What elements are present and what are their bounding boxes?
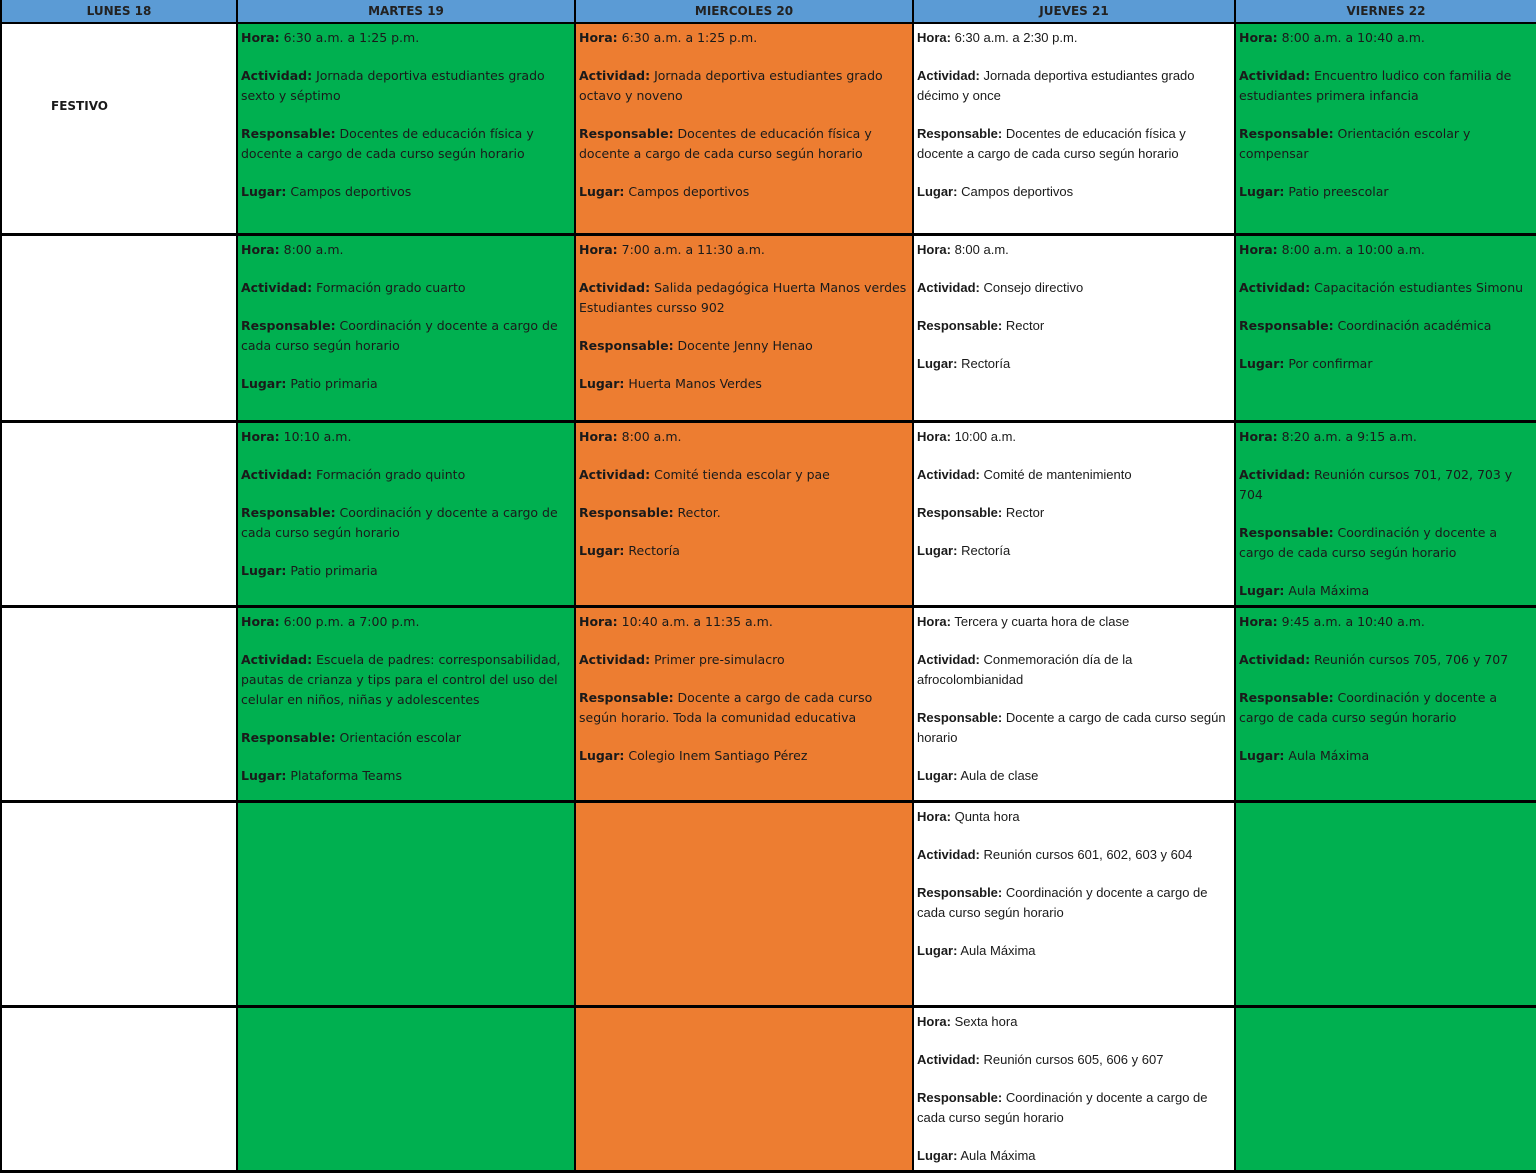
cell-martes — [237, 23, 575, 234]
cell-viernes — [1235, 801, 1536, 1006]
cell-miercoles — [575, 421, 913, 606]
day-header-miercoles: MIERCOLES 20 — [575, 0, 913, 23]
responsable-label: Responsable: — [579, 337, 674, 353]
actividad-value: Jornada deportiva estudiantes grado sexto y séptimo — [241, 68, 545, 103]
event-actividad — [917, 66, 1232, 106]
event-actividad — [241, 650, 572, 710]
lugar-value: Aula Máxima — [960, 1147, 1036, 1163]
actividad-value: Conmemoración día de la afrocolombianidad — [917, 651, 1133, 687]
cell-miercoles — [575, 23, 913, 234]
event-hora — [579, 240, 910, 260]
event-hora — [241, 427, 572, 447]
lugar-value: Patio primaria — [290, 562, 378, 578]
responsable-value: Coordinación y docente a cargo de cada curso según horario — [917, 1089, 1208, 1125]
event-lugar — [1239, 182, 1534, 202]
lugar-value: Aula de clase — [960, 767, 1039, 783]
actividad-label: Actividad: — [917, 466, 980, 482]
lugar-value: Patio primaria — [290, 375, 378, 391]
responsable-label: Responsable: — [917, 709, 1003, 725]
hora-value: 8:20 a.m. a 9:15 a.m. — [1281, 428, 1417, 444]
cell-lunes — [1, 234, 237, 421]
event-lugar — [917, 941, 1232, 961]
actividad-value: Consejo directivo — [983, 279, 1084, 295]
cell-martes — [237, 234, 575, 421]
hora-label: Hora: — [241, 30, 280, 45]
hora-value: 8:00 a.m. — [621, 428, 682, 444]
event-lugar — [241, 561, 572, 581]
lugar-label: Lugar: — [917, 355, 958, 371]
actividad-label: Actividad: — [241, 651, 313, 667]
actividad-value: Comité tienda escolar y pae — [654, 466, 830, 482]
lugar-value: Huerta Manos Verdes — [628, 375, 762, 391]
event-hora — [1239, 612, 1534, 632]
lugar-label: Lugar: — [1239, 184, 1285, 199]
event-lugar — [917, 541, 1232, 561]
event-lugar — [579, 182, 910, 202]
event-actividad — [917, 650, 1232, 690]
actividad-label: Actividad: — [1239, 279, 1311, 295]
hora-value: 6:30 a.m. a 1:25 p.m. — [283, 30, 420, 45]
actividad-value: Reunión cursos 701, 702, 703 y 704 — [1239, 466, 1513, 502]
lugar-label: Lugar: — [1239, 747, 1285, 763]
lugar-label: Lugar: — [579, 542, 625, 558]
hora-label: Hora: — [1239, 241, 1278, 257]
hora-value: 6:30 a.m. a 2:30 p.m. — [954, 30, 1078, 45]
event-lugar — [1239, 746, 1534, 766]
table-row — [1, 801, 1536, 1006]
lugar-label: Lugar: — [241, 767, 287, 783]
event-lugar — [241, 182, 572, 202]
responsable-label: Responsable: — [579, 504, 674, 520]
lugar-label: Lugar: — [917, 942, 958, 958]
event-hora — [917, 427, 1232, 447]
lugar-label: Lugar: — [1239, 582, 1285, 598]
lugar-label: Lugar: — [579, 184, 625, 199]
actividad-value: Formación grado quinto — [316, 466, 466, 482]
hora-value: 8:00 a.m. — [954, 241, 1009, 257]
lugar-value: Aula Máxima — [1288, 582, 1370, 598]
responsable-value: Coordinación y docente a cargo de cada curso según horario — [1239, 524, 1498, 560]
hora-label: Hora: — [1239, 613, 1278, 629]
responsable-label: Responsable: — [1239, 689, 1334, 705]
responsable-value: Rector — [1005, 317, 1045, 333]
cell-viernes — [1235, 606, 1536, 801]
responsable-label: Responsable: — [241, 317, 336, 333]
event-lugar — [1239, 581, 1534, 601]
responsable-label: Responsable: — [241, 504, 336, 520]
event-actividad — [579, 66, 910, 106]
hora-value: Tercera y cuarta hora de clase — [954, 613, 1130, 629]
actividad-value: Primer pre-simulacro — [654, 651, 785, 667]
lugar-label: Lugar: — [579, 747, 625, 763]
cell-miercoles — [575, 234, 913, 421]
lugar-value: Rectoría — [628, 542, 680, 558]
lugar-value: Campos deportivos — [628, 184, 750, 199]
lugar-value: Campos deportivos — [961, 184, 1074, 199]
responsable-label: Responsable: — [1239, 126, 1334, 141]
lugar-value: Colegio Inem Santiago Pérez — [628, 747, 808, 763]
hora-label: Hora: — [917, 613, 951, 629]
hora-value: 8:00 a.m. a 10:00 a.m. — [1281, 241, 1425, 257]
hora-value: 8:00 a.m. a 10:40 a.m. — [1281, 30, 1425, 45]
responsable-value: Docentes de educación física y docente a cargo de cada curso según horario — [917, 126, 1186, 161]
hora-label: Hora: — [241, 241, 280, 257]
actividad-label: Actividad: — [917, 1051, 980, 1067]
cell-jueves — [913, 1006, 1235, 1171]
responsable-label: Responsable: — [241, 729, 336, 745]
hora-value: 7:00 a.m. a 11:30 a.m. — [621, 241, 765, 257]
responsable-value: Docente a cargo de cada curso según horario. Toda la comunidad educativa — [579, 689, 873, 725]
responsable-value: Docente Jenny Henao — [677, 337, 813, 353]
event-lugar — [917, 766, 1232, 786]
cell-miercoles — [575, 606, 913, 801]
lugar-label: Lugar: — [917, 542, 958, 558]
lugar-value: Rectoría — [961, 542, 1011, 558]
table-row — [1, 23, 1536, 234]
actividad-value: Reunión cursos 705, 706 y 707 — [1314, 651, 1509, 667]
event-actividad — [917, 845, 1232, 865]
event-responsable — [1239, 688, 1534, 728]
table-row — [1, 1006, 1536, 1171]
hora-value: 6:30 a.m. a 1:25 p.m. — [621, 30, 758, 45]
cell-viernes — [1235, 234, 1536, 421]
hora-value: 6:00 p.m. a 7:00 p.m. — [283, 613, 420, 629]
day-header-martes: MARTES 19 — [237, 0, 575, 23]
cell-lunes — [1, 801, 237, 1006]
actividad-value: Capacitación estudiantes Simonu — [1314, 279, 1524, 295]
day-header-lunes: LUNES 18 — [1, 0, 237, 23]
table-row — [1, 421, 1536, 606]
actividad-value: Reunión cursos 605, 606 y 607 — [983, 1051, 1164, 1067]
hora-label: Hora: — [917, 30, 951, 45]
actividad-value: Reunión cursos 601, 602, 603 y 604 — [983, 846, 1193, 862]
hora-label: Hora: — [1239, 428, 1278, 444]
actividad-value: Formación grado cuarto — [316, 279, 466, 295]
event-actividad — [241, 278, 572, 298]
responsable-value: Orientación escolar y compensar — [1239, 126, 1471, 161]
day-header-viernes: VIERNES 22 — [1235, 0, 1536, 23]
event-responsable — [579, 503, 910, 523]
event-hora — [917, 807, 1232, 827]
hora-label: Hora: — [579, 241, 618, 257]
responsable-value: Docente a cargo de cada curso según horario — [917, 709, 1226, 745]
event-actividad — [579, 278, 910, 318]
event-hora — [917, 28, 1232, 48]
hora-value: 8:00 a.m. — [283, 241, 344, 257]
responsable-value: Rector — [1005, 504, 1045, 520]
cell-jueves — [913, 606, 1235, 801]
responsable-label: Responsable: — [1239, 317, 1334, 333]
responsable-label: Responsable: — [917, 317, 1003, 333]
actividad-label: Actividad: — [579, 279, 651, 295]
event-lugar — [579, 541, 910, 561]
event-actividad — [579, 650, 910, 670]
responsable-value: Docentes de educación física y docente a cargo de cada curso según horario — [579, 126, 872, 161]
responsable-value: Coordinación y docente a cargo de cada curso según horario — [917, 884, 1208, 920]
responsable-value: Coordinación y docente a cargo de cada curso según horario — [241, 504, 558, 540]
cell-martes — [237, 1006, 575, 1171]
hora-label: Hora: — [241, 613, 280, 629]
day-header-jueves: JUEVES 21 — [913, 0, 1235, 23]
responsable-label: Responsable: — [917, 126, 1003, 141]
event-responsable — [917, 503, 1232, 523]
cell-viernes — [1235, 421, 1536, 606]
header-row — [1, 0, 1536, 23]
actividad-value: Jornada deportiva estudiantes grado octavo y noveno — [579, 68, 883, 103]
lugar-label: Lugar: — [241, 562, 287, 578]
event-actividad — [1239, 465, 1534, 505]
lugar-value: Por confirmar — [1288, 355, 1373, 371]
lugar-value: Rectoría — [961, 355, 1011, 371]
cell-lunes — [1, 23, 237, 234]
responsable-label: Responsable: — [579, 689, 674, 705]
actividad-label: Actividad: — [1239, 651, 1311, 667]
lugar-value: Campos deportivos — [290, 184, 412, 199]
responsable-value: Orientación escolar — [339, 729, 462, 745]
event-responsable — [241, 503, 572, 543]
event-responsable — [917, 1088, 1232, 1128]
event-actividad — [917, 278, 1232, 298]
actividad-value: Comité de mantenimiento — [983, 466, 1132, 482]
event-hora — [1239, 28, 1534, 48]
event-hora — [1239, 240, 1534, 260]
event-actividad — [917, 1050, 1232, 1070]
event-responsable — [917, 124, 1232, 164]
hora-label: Hora: — [579, 30, 618, 45]
hora-value: 10:40 a.m. a 11:35 a.m. — [621, 613, 773, 629]
event-actividad — [241, 66, 572, 106]
responsable-label: Responsable: — [917, 1089, 1003, 1105]
event-hora — [579, 427, 910, 447]
event-actividad — [579, 465, 910, 485]
cell-jueves — [913, 801, 1235, 1006]
cell-lunes — [1, 606, 237, 801]
actividad-label: Actividad: — [579, 68, 651, 83]
event-lugar — [1239, 354, 1534, 374]
hora-value: 10:10 a.m. — [283, 428, 352, 444]
event-responsable — [917, 708, 1232, 748]
actividad-value: Escuela de padres: corresponsabilidad, pautas de crianza y tips para el control del uso del celular en niños, niñas y adolescentes — [241, 651, 561, 707]
actividad-label: Actividad: — [1239, 466, 1311, 482]
event-actividad — [1239, 650, 1534, 670]
actividad-value: Encuentro ludico con familia de estudiantes primera infancia — [1239, 68, 1512, 103]
lugar-label: Lugar: — [917, 184, 958, 199]
cell-viernes — [1235, 1006, 1536, 1171]
cell-martes — [237, 421, 575, 606]
event-lugar — [241, 766, 572, 786]
event-lugar — [917, 354, 1232, 374]
responsable-label: Responsable: — [241, 126, 336, 141]
hora-label: Hora: — [917, 428, 951, 444]
responsable-label: Responsable: — [917, 504, 1003, 520]
event-responsable — [917, 883, 1232, 923]
event-actividad — [917, 465, 1232, 485]
cell-viernes — [1235, 23, 1536, 234]
event-hora — [917, 1012, 1232, 1032]
hora-label: Hora: — [917, 1013, 951, 1029]
lugar-label: Lugar: — [579, 375, 625, 391]
cell-martes — [237, 801, 575, 1006]
lugar-label: Lugar: — [917, 767, 958, 783]
actividad-label: Actividad: — [241, 68, 313, 83]
event-responsable — [1239, 124, 1534, 164]
lugar-label: Lugar: — [1239, 355, 1285, 371]
event-responsable — [241, 728, 572, 748]
event-hora — [241, 240, 572, 260]
table-row — [1, 234, 1536, 421]
event-actividad — [241, 465, 572, 485]
actividad-label: Actividad: — [579, 651, 651, 667]
responsable-value: Coordinación y docente a cargo de cada curso según horario — [241, 317, 558, 353]
actividad-value: Salida pedagógica Huerta Manos verdes Estudiantes cursso 902 — [579, 279, 907, 315]
hora-value: Qunta hora — [954, 808, 1020, 824]
actividad-label: Actividad: — [241, 466, 313, 482]
hora-label: Hora: — [1239, 30, 1278, 45]
hora-label: Hora: — [579, 613, 618, 629]
actividad-label: Actividad: — [917, 846, 980, 862]
event-hora — [917, 612, 1232, 632]
cell-jueves — [913, 234, 1235, 421]
cell-jueves — [913, 23, 1235, 234]
event-actividad — [1239, 278, 1534, 298]
actividad-label: Actividad: — [579, 466, 651, 482]
event-hora — [579, 612, 910, 632]
responsable-value: Coordinación académica — [1337, 317, 1492, 333]
hora-label: Hora: — [917, 808, 951, 824]
responsable-label: Responsable: — [579, 126, 674, 141]
hora-label: Hora: — [241, 428, 280, 444]
event-hora — [1239, 427, 1534, 447]
actividad-label: Actividad: — [241, 279, 313, 295]
event-responsable — [579, 124, 910, 164]
lugar-value: Plataforma Teams — [290, 767, 402, 783]
cell-miercoles — [575, 1006, 913, 1171]
event-lugar — [241, 374, 572, 394]
responsable-label: Responsable: — [1239, 524, 1334, 540]
hora-label: Hora: — [579, 428, 618, 444]
lugar-label: Lugar: — [917, 1147, 958, 1163]
lugar-value: Aula Máxima — [1288, 747, 1370, 763]
event-lugar — [579, 746, 910, 766]
lugar-label: Lugar: — [241, 375, 287, 391]
lugar-label: Lugar: — [241, 184, 287, 199]
actividad-value: Jornada deportiva estudiantes grado décimo y once — [917, 68, 1195, 103]
schedule-body — [1, 23, 1536, 1171]
responsable-value: Coordinación y docente a cargo de cada curso según horario — [1239, 689, 1498, 725]
cell-jueves — [913, 421, 1235, 606]
event-hora — [241, 28, 572, 48]
hora-label: Hora: — [917, 241, 951, 257]
cell-lunes — [1, 421, 237, 606]
hora-value: 9:45 a.m. a 10:40 a.m. — [1281, 613, 1425, 629]
actividad-label: Actividad: — [1239, 68, 1311, 83]
event-responsable — [241, 316, 572, 356]
cell-lunes — [1, 1006, 237, 1171]
lugar-value: Aula Máxima — [960, 942, 1036, 958]
event-lugar — [917, 182, 1232, 202]
actividad-label: Actividad: — [917, 279, 980, 295]
festivo-label: FESTIVO — [51, 99, 108, 113]
event-hora — [241, 612, 572, 632]
event-responsable — [1239, 316, 1534, 336]
event-responsable — [917, 316, 1232, 336]
lugar-value: Patio preescolar — [1288, 184, 1389, 199]
event-hora — [579, 28, 910, 48]
responsable-label: Responsable: — [917, 884, 1003, 900]
responsable-value: Docentes de educación física y docente a cargo de cada curso según horario — [241, 126, 534, 161]
event-responsable — [1239, 523, 1534, 563]
event-lugar — [579, 374, 910, 394]
responsable-value: Rector. — [677, 504, 721, 520]
event-lugar — [917, 1146, 1232, 1166]
event-responsable — [241, 124, 572, 164]
event-hora — [917, 240, 1232, 260]
event-responsable — [579, 688, 910, 728]
event-actividad — [1239, 66, 1534, 106]
cell-martes — [237, 606, 575, 801]
hora-value: 10:00 a.m. — [954, 428, 1017, 444]
actividad-label: Actividad: — [917, 651, 980, 667]
hora-value: Sexta hora — [954, 1013, 1018, 1029]
cell-miercoles — [575, 801, 913, 1006]
actividad-label: Actividad: — [917, 68, 980, 83]
event-responsable — [579, 336, 910, 356]
table-row — [1, 606, 1536, 801]
